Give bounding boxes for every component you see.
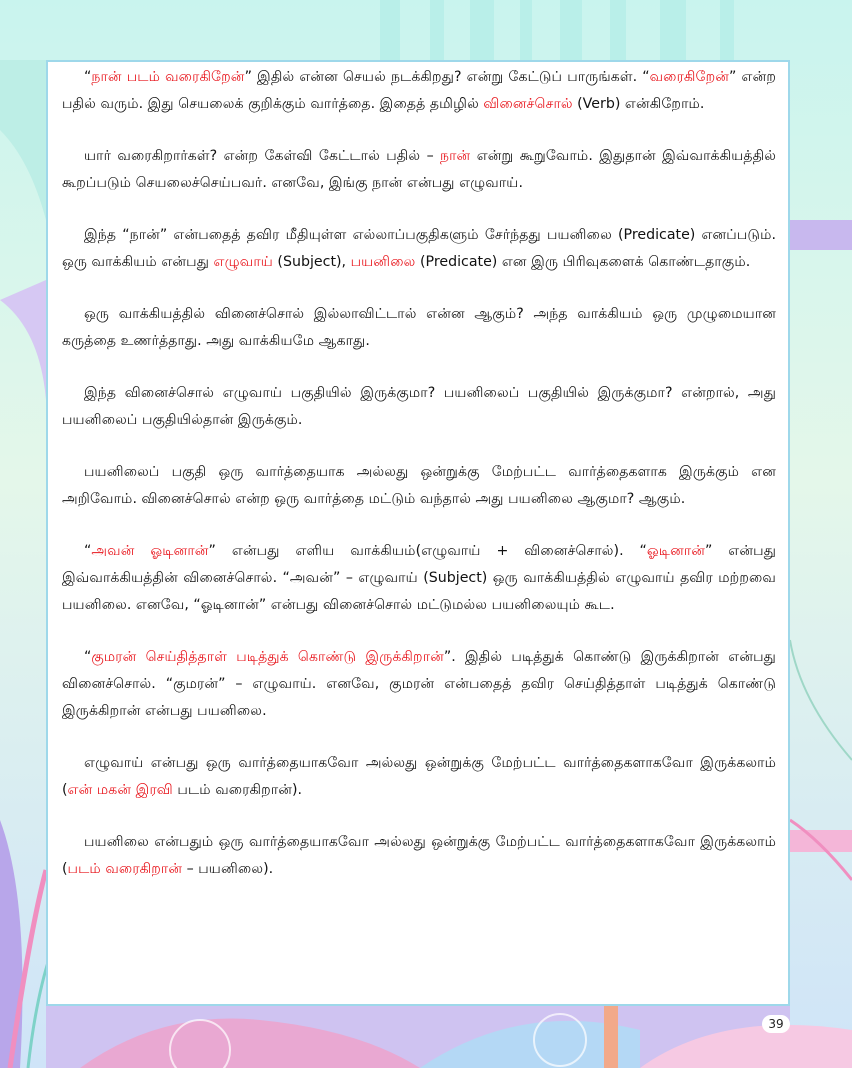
text-run: இந்த “நான்” என்பதைத் தவிர மீதியுள்ள எல்லாப்பகுதிகளும் சேர்ந்தது பயனிலை (Predicate) எனப்படும். ஒரு வாக்கியம் என்பது	[62, 227, 776, 270]
text-run: ” இதில் என்ன செயல் நடக்கிறது? என்று கேட்டுப் பாருங்கள். “	[244, 69, 650, 85]
highlighted-term: ஓடினான்	[646, 543, 706, 559]
highlighted-term: குமரன் செய்தித்தாள் படித்துக் கொண்டு இருக்கிறான்	[91, 649, 444, 665]
text-run: ” என்ற பதில் வரும். இது செயலைக் குறிக்கும் வார்த்தை. இதைத் தமிழில்	[62, 69, 776, 112]
text-run: ” என்பது எளிய வாக்கியம்(எழுவாய் + வினைச்சொல்). “	[208, 543, 647, 559]
highlighted-term: படம் வரைகிறான்	[67, 861, 183, 877]
highlighted-term: வினைச்சொல்	[483, 96, 573, 112]
text-run: ஒரு வாக்கியத்தில் வினைச்சொல் இல்லாவிட்டால் என்ன ஆகும்? அந்த வாக்கியம் ஒரு முழுமையான கருத்தை உணர்த்தாது. அது வாக்கியமே ஆகாது.	[62, 306, 776, 349]
highlighted-term: வரைகிறேன்	[649, 69, 730, 85]
text-run: “	[84, 649, 92, 665]
text-run: (Verb) என்கிறோம்.	[572, 96, 705, 112]
paragraph	[62, 301, 776, 355]
paragraph	[62, 143, 776, 197]
text-run: ”. இதில் படித்துக் கொண்டு இருக்கிறான் என்பது வினைச்சொல். “குமரன்” – எழுவாய். எனவே, குமரன் என்பதைத் தவிர செய்தித்தாள் படித்துக் கொண்டு இருக்கிறான் என்பது பயனிலை.	[62, 649, 776, 719]
highlighted-term: பயனிலை	[350, 254, 416, 270]
page-number: 39	[762, 1015, 790, 1033]
paragraph	[62, 380, 776, 434]
paragraph	[62, 64, 776, 118]
text-run: எழுவாய் என்பது ஒரு வார்த்தையாகவோ அல்லது ஒன்றுக்கு மேற்பட்ட வார்த்தைகளாகவோ இருக்கலாம் (	[62, 755, 776, 798]
paragraph	[62, 538, 776, 619]
highlighted-term: எழுவாய்	[213, 254, 273, 270]
highlighted-term: அவன் ஓடினான்	[91, 543, 209, 559]
text-run: பயனிலை என்பதும் ஒரு வார்த்தையாகவோ அல்லது ஒன்றுக்கு மேற்பட்ட வார்த்தைகளாகவோ இருக்கலாம் (	[62, 834, 776, 877]
paragraph	[62, 829, 776, 883]
text-run: “	[84, 69, 92, 85]
text-run: (Subject),	[272, 254, 351, 270]
text-run: ” என்பது இவ்வாக்கியத்தின் வினைச்சொல். “அவன்” – எழுவாய் (Subject) ஒரு வாக்கியத்தில் எழுவாய் தவிர மற்றவை பயனிலை. எனவே, “ஓடினான்” என்பது வினைச்சொல் மட்டுமல்ல பயனிலையும் கூட.	[62, 543, 776, 613]
paragraph	[62, 459, 776, 513]
text-run: படம் வரைகிறான்).	[172, 782, 303, 798]
text-run: (Predicate) என இரு பிரிவுகளைக் கொண்டதாகும்.	[415, 254, 751, 270]
text-run: என்று கூறுவோம். இதுதான் இவ்வாக்கியத்தில் கூறப்படும் செயலைச்செய்பவர். எனவே, இங்கு நான் என்பது எழுவாய்.	[62, 148, 776, 191]
text-run: பயனிலைப் பகுதி ஒரு வார்த்தையாக அல்லது ஒன்றுக்கு மேற்பட்ட வார்த்தைகளாக இருக்கும் என அறிவோம். வினைச்சொல் என்ற ஒரு வார்த்தை மட்டும் வந்தால் அது பயனிலை ஆகுமா? ஆகும்.	[62, 464, 776, 507]
paragraph	[62, 750, 776, 804]
highlighted-term: நான்	[440, 148, 471, 164]
text-run: இந்த வினைச்சொல் எழுவாய் பகுதியில் இருக்குமா? பயனிலைப் பகுதியில் இருக்குமா? என்றால், அது பயனிலைப் பகுதியில்தான் இருக்கும்.	[62, 385, 776, 428]
highlighted-term: என் மகன் இரவி	[67, 782, 173, 798]
text-run: யார் வரைகிறார்கள்? என்ற கேள்வி கேட்டால் பதில் –	[84, 148, 441, 164]
page-content	[62, 64, 776, 908]
highlighted-term: நான் படம் வரைகிறேன்	[91, 69, 245, 85]
paragraph	[62, 644, 776, 725]
paragraph	[62, 222, 776, 276]
text-run: “	[84, 543, 92, 559]
text-run: – பயனிலை).	[182, 861, 274, 877]
